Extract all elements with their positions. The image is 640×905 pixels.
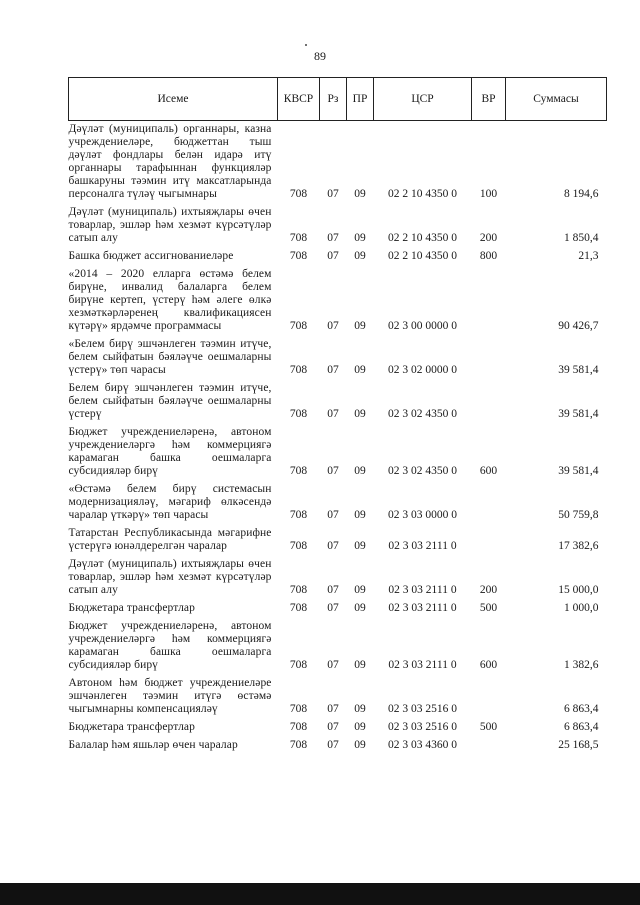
- cell-sum: 6 863,4: [564, 703, 599, 715]
- cell-rz: 07: [327, 659, 339, 671]
- table-row: [69, 556, 607, 600]
- cell-csr: 02 3 03 2111 0: [388, 540, 457, 552]
- cell-sum: 1 382,6: [564, 659, 599, 671]
- cell-pr: 09: [354, 739, 366, 751]
- header-pr: ПР: [347, 78, 374, 121]
- cell-sum: 1 850,4: [564, 232, 599, 244]
- cell-pr: 09: [354, 659, 366, 671]
- cell-kvsr: 708: [289, 364, 308, 376]
- cell-csr: 02 3 03 4360 0: [388, 739, 457, 751]
- cell-csr: 02 3 03 2516 0: [388, 703, 457, 715]
- cell-rz: 07: [327, 250, 339, 262]
- table-row: [69, 675, 607, 719]
- cell-pr: 09: [354, 509, 366, 521]
- cell-sum: 39 581,4: [558, 465, 599, 477]
- cell-vr: [472, 266, 506, 336]
- cell-name: Дәүләт (муниципаль) ихтыяҗлары өчен товарлар, эшләр һәм хезмәт күрсәтүләр сатып алу: [68, 558, 272, 596]
- table-row: [69, 204, 607, 248]
- cell-pr: 09: [354, 584, 366, 596]
- cell-rz: 07: [327, 465, 339, 477]
- cell-pr: 09: [354, 364, 366, 376]
- cell-name: Дәүләт (муниципаль) ихтыяҗлары өчен товарлар, эшләр һәм хезмәт күрсәтүләр сатып алу: [68, 206, 272, 244]
- cell-vr: [472, 675, 506, 719]
- cell-csr: 02 3 03 2516 0: [388, 721, 457, 733]
- cell-csr: 02 3 02 4350 0: [388, 408, 457, 420]
- cell-vr: 600: [479, 659, 498, 671]
- cell-csr: 02 3 02 0000 0: [388, 364, 457, 376]
- cell-name: Бюджет учреждениеләренә, автоном учреждениеләргә һәм коммерциягә карамаган башка оешмаларга субсидияләр бирү: [68, 426, 272, 477]
- cell-vr: 600: [479, 465, 498, 477]
- cell-vr: 200: [479, 584, 498, 596]
- table-header-row: [69, 78, 607, 121]
- cell-name: «2014 – 2020 елларга өстәмә белем бирүне, инвалид балаларга белем бирүне кертеп, үстерү һәм әлеге өлкә хезмәткәрләренең квалификациясен күтәрү» ярдәмче программасы: [68, 268, 272, 332]
- cell-rz: 07: [327, 584, 339, 596]
- cell-kvsr: 708: [289, 465, 308, 477]
- cell-pr: 09: [354, 540, 366, 552]
- cell-sum: 39 581,4: [558, 364, 599, 376]
- table-row: [69, 121, 607, 205]
- cell-sum: 17 382,6: [558, 540, 599, 552]
- cell-kvsr: 708: [289, 739, 308, 751]
- cell-rz: 07: [327, 188, 339, 200]
- cell-rz: 07: [327, 721, 339, 733]
- table-row: [69, 424, 607, 481]
- cell-sum: 90 426,7: [558, 320, 599, 332]
- cell-sum: 50 759,8: [558, 509, 599, 521]
- cell-csr: 02 2 10 4350 0: [388, 232, 457, 244]
- cell-name: Бюджет учреждениеләренә, автоном учреждениеләргә һәм коммерциягә карамаган башка оешмаларга субсидияләр бирү: [68, 620, 272, 671]
- cell-csr: 02 2 10 4350 0: [388, 188, 457, 200]
- cell-vr: [472, 737, 506, 755]
- cell-sum: 21,3: [578, 250, 599, 262]
- cell-kvsr: 708: [289, 408, 308, 420]
- cell-rz: 07: [327, 602, 339, 614]
- cell-rz: 07: [327, 364, 339, 376]
- cell-name: «Белем бирү эшчәнлеген тәэмин итүче, белем сыйфатын бәяләүче оешмаларны үстерү» төп чарасы: [68, 338, 272, 376]
- cell-rz: 07: [327, 509, 339, 521]
- cell-vr: [472, 380, 506, 424]
- cell-vr: 100: [479, 188, 498, 200]
- cell-vr: 800: [479, 250, 498, 262]
- cell-name: Балалар һәм яшьләр өчен чаралар: [68, 739, 238, 751]
- header-kvsr: КВСР: [278, 78, 320, 121]
- cell-kvsr: 708: [289, 250, 308, 262]
- table-row: [69, 618, 607, 675]
- scan-bottom-edge: [0, 883, 640, 905]
- table-row: [69, 380, 607, 424]
- cell-name: Дәүләт (муниципаль) органнары, казна учреждениеләре, бюджеттан тыш дәүләт фондлары белән идарә итү органнары тарафыннан функцияләр башкаруны тәэмин итү максатларында персоналга түләү чыгымнары: [68, 123, 272, 200]
- table-row: [69, 600, 607, 618]
- table-row: [69, 481, 607, 525]
- cell-vr: [472, 481, 506, 525]
- cell-kvsr: 708: [289, 540, 308, 552]
- cell-kvsr: 708: [289, 703, 308, 715]
- cell-kvsr: 708: [289, 509, 308, 521]
- budget-table: [68, 77, 607, 755]
- table-row: [69, 737, 607, 755]
- cell-name: Татарстан Республикасында мәгарифне үстерүгә юнәлдерелгән чаралар: [68, 527, 272, 552]
- cell-pr: 09: [354, 703, 366, 715]
- cell-pr: 09: [354, 320, 366, 332]
- cell-pr: 09: [354, 408, 366, 420]
- header-sum: Суммасы: [506, 78, 607, 121]
- cell-kvsr: 708: [289, 584, 308, 596]
- cell-csr: 02 3 03 0000 0: [388, 509, 457, 521]
- cell-sum: 39 581,4: [558, 408, 599, 420]
- cell-name: Автоном һәм бюджет учреждениеләре эшчәнлеген тәэмин итүгә өстәмә чыгымнарны компенсацияләү: [68, 677, 272, 715]
- cell-rz: 07: [327, 408, 339, 420]
- table-row: [69, 248, 607, 266]
- header-csr: ЦСР: [374, 78, 472, 121]
- cell-pr: 09: [354, 602, 366, 614]
- cell-csr: 02 3 03 2111 0: [388, 602, 457, 614]
- cell-rz: 07: [327, 232, 339, 244]
- table-row: [69, 719, 607, 737]
- cell-kvsr: 708: [289, 232, 308, 244]
- cell-vr: [472, 336, 506, 380]
- cell-rz: 07: [327, 739, 339, 751]
- cell-csr: 02 3 02 4350 0: [388, 465, 457, 477]
- cell-sum: 1 000,0: [564, 602, 599, 614]
- cell-rz: 07: [327, 703, 339, 715]
- cell-pr: 09: [354, 232, 366, 244]
- cell-sum: 8 194,6: [564, 188, 599, 200]
- cell-pr: 09: [354, 250, 366, 262]
- table-row: [69, 266, 607, 336]
- cell-pr: 09: [354, 465, 366, 477]
- header-vr: ВР: [472, 78, 506, 121]
- cell-csr: 02 2 10 4350 0: [388, 250, 457, 262]
- cell-name: Бюджетара трансфертлар: [68, 602, 195, 614]
- cell-kvsr: 708: [289, 320, 308, 332]
- cell-kvsr: 708: [289, 659, 308, 671]
- cell-kvsr: 708: [289, 188, 308, 200]
- cell-vr: [472, 525, 506, 556]
- page-number: 89: [314, 49, 326, 63]
- cell-kvsr: 708: [289, 721, 308, 733]
- cell-sum: 15 000,0: [558, 584, 599, 596]
- cell-name: Башка бюджет ассигнованиеләре: [68, 250, 234, 262]
- cell-vr: 200: [479, 232, 498, 244]
- cell-rz: 07: [327, 540, 339, 552]
- cell-sum: 6 863,4: [564, 721, 599, 733]
- table-row: [69, 336, 607, 380]
- cell-pr: 09: [354, 188, 366, 200]
- scan-speck: [305, 44, 307, 46]
- cell-vr: 500: [479, 721, 498, 733]
- cell-name: Белем бирү эшчәнлеген тәэмин итүче, белем сыйфатын бәяләүче оешмаларны үстерү: [68, 382, 272, 420]
- header-rz: Рз: [320, 78, 347, 121]
- header-name: Исеме: [69, 78, 278, 121]
- table-row: [69, 525, 607, 556]
- cell-pr: 09: [354, 721, 366, 733]
- cell-csr: 02 3 03 2111 0: [388, 584, 457, 596]
- cell-name: «Өстәмә белем бирү системасын модернизацияләү, мәгариф өлкәсендә чаралар үткәрү» төп чарасы: [68, 483, 272, 521]
- cell-name: Бюджетара трансфертлар: [68, 721, 195, 733]
- cell-vr: 500: [479, 602, 498, 614]
- cell-csr: 02 3 00 0000 0: [388, 320, 457, 332]
- cell-kvsr: 708: [289, 602, 308, 614]
- cell-sum: 25 168,5: [558, 739, 599, 751]
- cell-rz: 07: [327, 320, 339, 332]
- cell-csr: 02 3 03 2111 0: [388, 659, 457, 671]
